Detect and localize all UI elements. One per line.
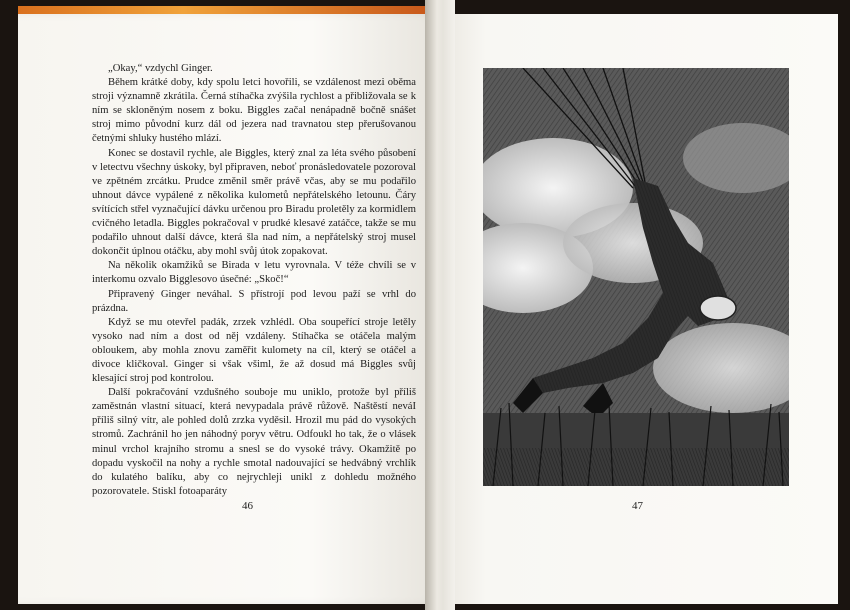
- paragraph: „Okay,“ vzdychl Ginger.: [108, 63, 213, 74]
- paragraph: Během krátké doby, kdy spolu letci hovořili, se vzdálenost mezi oběma stroji významně zkrátila. Černá stíhačka zvýšila rychlost a přibližovala se k ním se skloněným nosem z boku. Biggles začal nenápadně bočně snášet stroj mimo původní kurz dál od jezera nad travnatou step přerušovanou četnými shluky hustého mlází.: [92, 77, 416, 145]
- left-page-text: [92, 62, 416, 499]
- page-number-left: 46: [242, 500, 253, 512]
- paragraph: Na několik okamžiků se Birada v letu vyrovnala. V téže chvíli se v interkomu ozvalo Bigglesovo úsečné: „Skoč!“: [92, 260, 416, 286]
- paragraph: Když se mu otevřel padák, zrzek vzhlédl. Oba soupeřící stroje letěly vysoko nad ním a dost od něj vzdáleny. Stíhačka se otáčela malým obloukem, aby mohla znovu zaměřit kulomety na cíl, který se otáčel a divoce kličkoval. Ginger si však všiml, že až dosud má Biggles svůj klesající stroj pod kontrolou.: [92, 316, 416, 385]
- paragraph: Konec se dostavil rychle, ale Biggles, který znal za léta svého působení v letectvu všechny úskoky, byl připraven, neboť pronásledovatele pozoroval ve zpětném zrcátku. Prudce změnil směr právě včas, aby se mu podařilo uhnout dávce vypálené z několika kulometů nepřátelského letounu. Čáry svítících střel vyznačující dávku určenou pro Biradu proletěly za kormidlem cvičného letadla. Biggles pokračoval v prudké klesavé zatáčce, takže se mu podařilo uhnout další dávce, která šla nad ním, a nepřátelský stroj musel dokončit úplnou otáčku, aby mohl svůj útok zopakovat.: [92, 147, 416, 258]
- book-spine: [425, 0, 455, 610]
- page-number-right: 47: [632, 500, 643, 512]
- paragraph: Připravený Ginger neváhal. S přístrojí pod levou paží se vrhl do prázdna.: [92, 288, 416, 314]
- parachutist-illustration: [483, 68, 789, 486]
- paragraph: Další pokračování vzdušného souboje mu uniklo, protože byl příliš zaměstnán vlastní situací, která nevypadala právě růžově. Naštěstí neváI příliš silný vítr, ale pohled dolů zrzka vyděsil. Hrozil mu pád do vysokých stromů. Zachránil ho jen náhodný poryv větru. Odfoukl ho tak, že o vlásek minul vrchol krajního stromu a snesl se do vysoké trávy. Okamžitě po dopadu vyskočil na nohy a rychle smotal nadouvající se hedvábný vrchlík do kulatého balíku, aby co nejrychleji unikl z dohledu možného pozorovatele. Stiskl fotoaparáty: [92, 387, 416, 497]
